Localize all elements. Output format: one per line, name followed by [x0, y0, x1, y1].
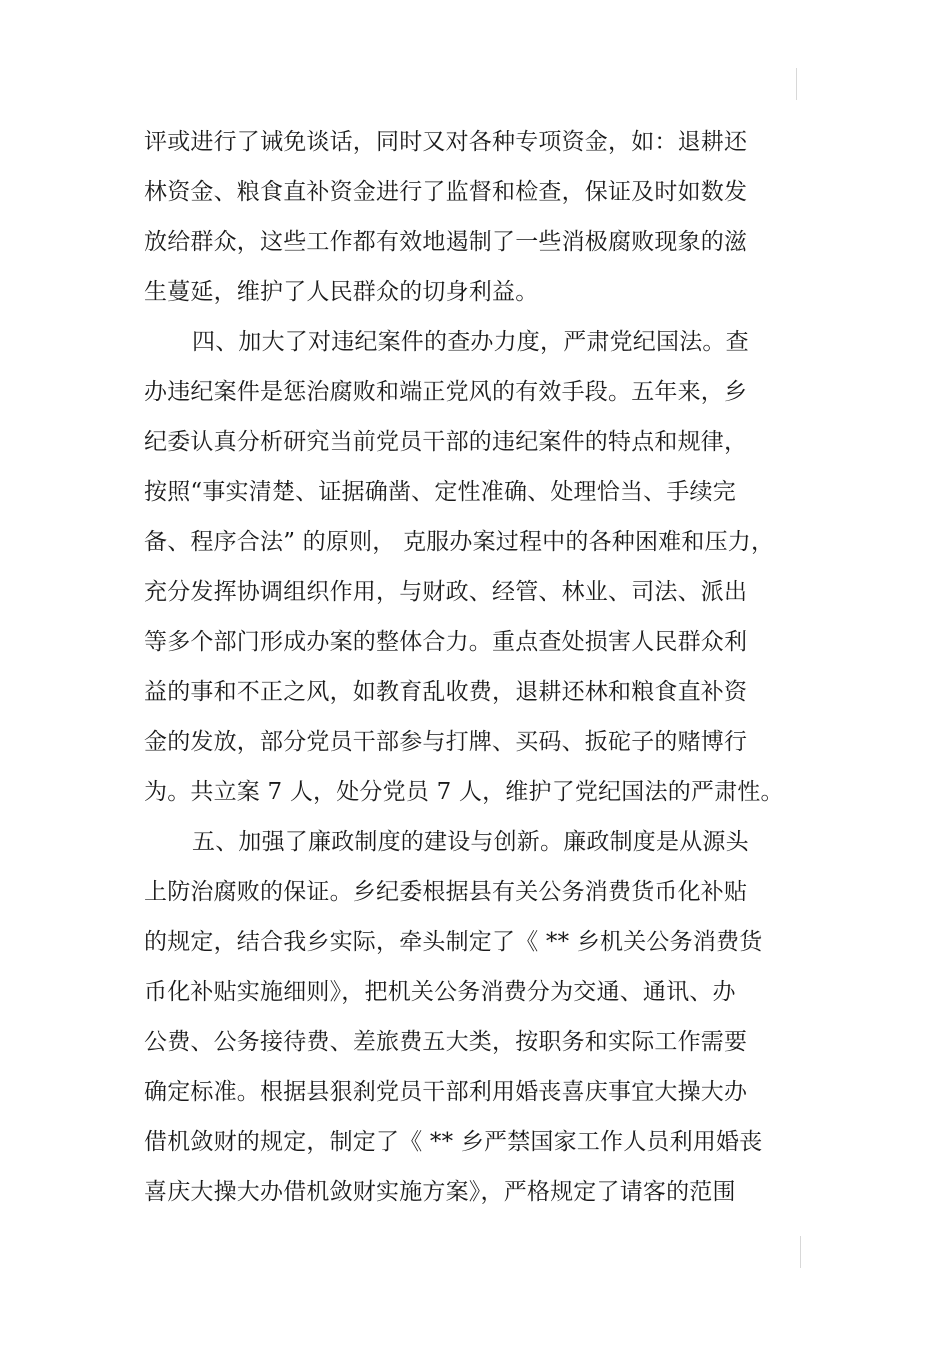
text-line: 按照“事实清楚、证据确凿、定性准确、处理恰当、手续完: [144, 479, 736, 505]
text-line: 备、程序合法” 的原则， 克服办案过程中的各种困难和压力，: [144, 529, 775, 555]
page-edge-mark-bottom: [800, 1236, 801, 1268]
text-line: 确定标准。根据县狠刹党员干部利用婚丧喜庆事宜大操大办: [144, 1079, 748, 1105]
text-line: 金的发放，部分党员干部参与打牌、买码、扳砣子的赌博行: [144, 729, 748, 755]
text-line: 的规定，结合我乡实际，牵头制定了《 ** 乡机关公务消费货: [144, 929, 763, 955]
text-line: 生蔓延，维护了人民群众的切身利益。: [144, 279, 539, 305]
text-line: 借机敛财的规定，制定了《 ** 乡严禁国家工作人员利用婚丧: [144, 1129, 763, 1155]
text-line: 放给群众，这些工作都有效地遏制了一些消极腐败现象的滋: [144, 229, 748, 255]
text-line: 纪委认真分析研究当前党员干部的违纪案件的特点和规律，: [144, 429, 748, 455]
text-line: 公费、公务接待费、差旅费五大类，按职务和实际工作需要: [144, 1029, 748, 1055]
text-line: 币化补贴实施细则》，把机关公务消费分为交通、通讯、办: [144, 979, 736, 1005]
text-line: 林资金、粮食直补资金进行了监督和检查，保证及时如数发: [144, 179, 748, 205]
text-line: 为。共立案 7 人，处分党员 7 人，维护了党纪国法的严肃性。: [144, 779, 784, 805]
text-line: 评或进行了诫免谈话，同时又对各种专项资金，如：退耕还: [144, 129, 748, 155]
body-text: [0, 124, 950, 1224]
paragraph-start-line: 五、加强了廉政制度的建设与创新。廉政制度是从源头: [192, 829, 749, 855]
page-edge-mark-top: [796, 68, 797, 100]
text-line: 喜庆大操大办借机敛财实施方案》，严格规定了请客的范围: [144, 1179, 736, 1205]
paragraph-start-line: 四、加大了对违纪案件的查办力度，严肃党纪国法。查: [192, 329, 749, 355]
text-line: 等多个部门形成办案的整体合力。重点查处损害人民群众利: [144, 629, 748, 655]
text-line: 充分发挥协调组织作用，与财政、经管、林业、司法、派出: [144, 579, 748, 605]
text-line: 益的事和不正之风，如教育乱收费，退耕还林和粮食直补资: [144, 679, 748, 705]
text-line: 上防治腐败的保证。乡纪委根据县有关公务消费货币化补贴: [144, 879, 748, 905]
text-line: 办违纪案件是惩治腐败和端正党风的有效手段。五年来，乡: [144, 379, 748, 405]
